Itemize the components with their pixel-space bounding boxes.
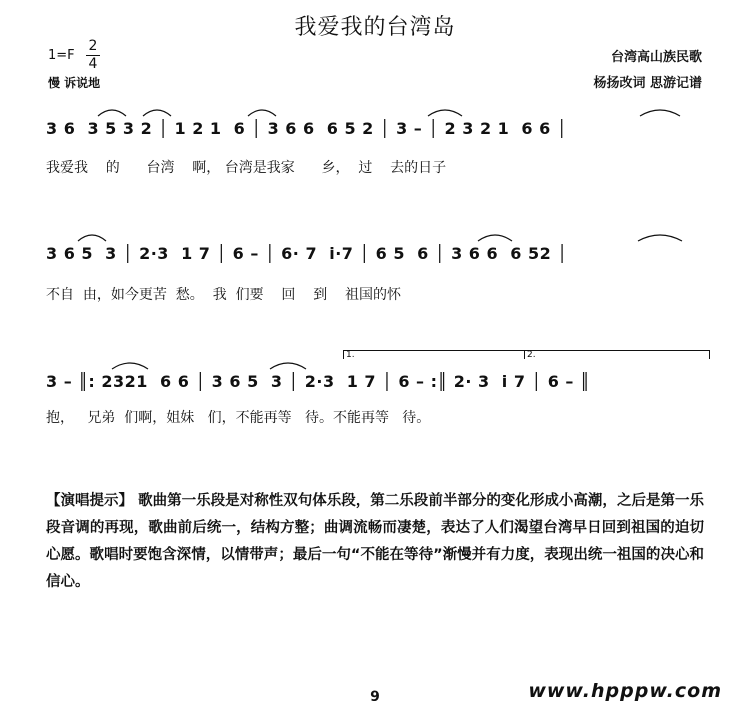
time-signature-bottom: 4: [88, 56, 98, 72]
score-line-2-lyrics: 不自 由，如今更苦 愁。 我 们要 回 到 祖国的怀: [46, 287, 402, 303]
score-line-2-notes: 3 6 5 3 │ 2·3 1 7 │ 6 – │ 6· 7 i·7 │ 6 5 6 │ 3 6 6 6 52 │: [46, 244, 568, 263]
slur-arc: [478, 235, 512, 241]
song-title: 我爱我的台湾岛: [294, 15, 456, 40]
slur-arc: [640, 110, 680, 116]
first-ending-bracket: 1.: [343, 350, 524, 359]
slur-arc: [78, 235, 106, 241]
performance-tip-text: 歌曲第一乐段是对称性双句体乐段，第二乐段前半部分的变化形成小高潮，之后是第一乐段音调的再现，歌曲前后统一，结构方整；曲调流畅而凄楚，表达了人们渴望台湾早日回到祖国的迫切心愿。歌唱时要饱含深情，以情带声；最后一句“不能在等待”渐慢并有力度，表现出统一祖国的决心和信心。: [46, 493, 704, 590]
time-signature-top: 2: [88, 38, 98, 54]
tempo-marking: 慢 诉说地: [48, 76, 101, 90]
slur-arc: [270, 363, 306, 369]
lyric-transcription-credit: 杨扬改词 思游记谱: [593, 76, 702, 91]
performance-tip-heading: 【演唱提示】: [46, 493, 134, 509]
second-ending-bracket: 2.: [524, 350, 710, 359]
origin-credit: 台湾高山族民歌: [610, 50, 702, 65]
key-signature: 1=F: [48, 48, 75, 63]
page-number: 9: [370, 689, 380, 705]
score-line-1-notes: 3 6 3 5 3 2 │ 1 2 1 6 │ 3 6 6 6 5 2 │ 3 – │ 2 3 2 1 6 6 │: [46, 119, 567, 138]
slur-arc: [428, 110, 462, 116]
slur-arc: [638, 235, 682, 241]
score-line-3-lyrics: 抱， 兄弟 们啊，姐妹 们，不能再等 待。不能再等 待。: [46, 410, 431, 426]
score-line-1-lyrics: 我爱我 的 台湾 啊， 台湾是我家 乡， 过 去的日子: [46, 160, 447, 176]
slur-arc: [248, 110, 276, 116]
watermark: www.hpppw.com: [528, 680, 722, 702]
score-line-3-notes: 3 – ║: 2321 6 6 │ 3 6 5 3 │ 2·3 1 7 │ 6 – :║ 2· 3 i 7 │ 6 – ║: [46, 372, 591, 391]
performance-tip: [46, 488, 704, 596]
slur-arc: [143, 110, 171, 116]
slur-arc: [112, 363, 148, 369]
slur-arc: [98, 110, 126, 116]
